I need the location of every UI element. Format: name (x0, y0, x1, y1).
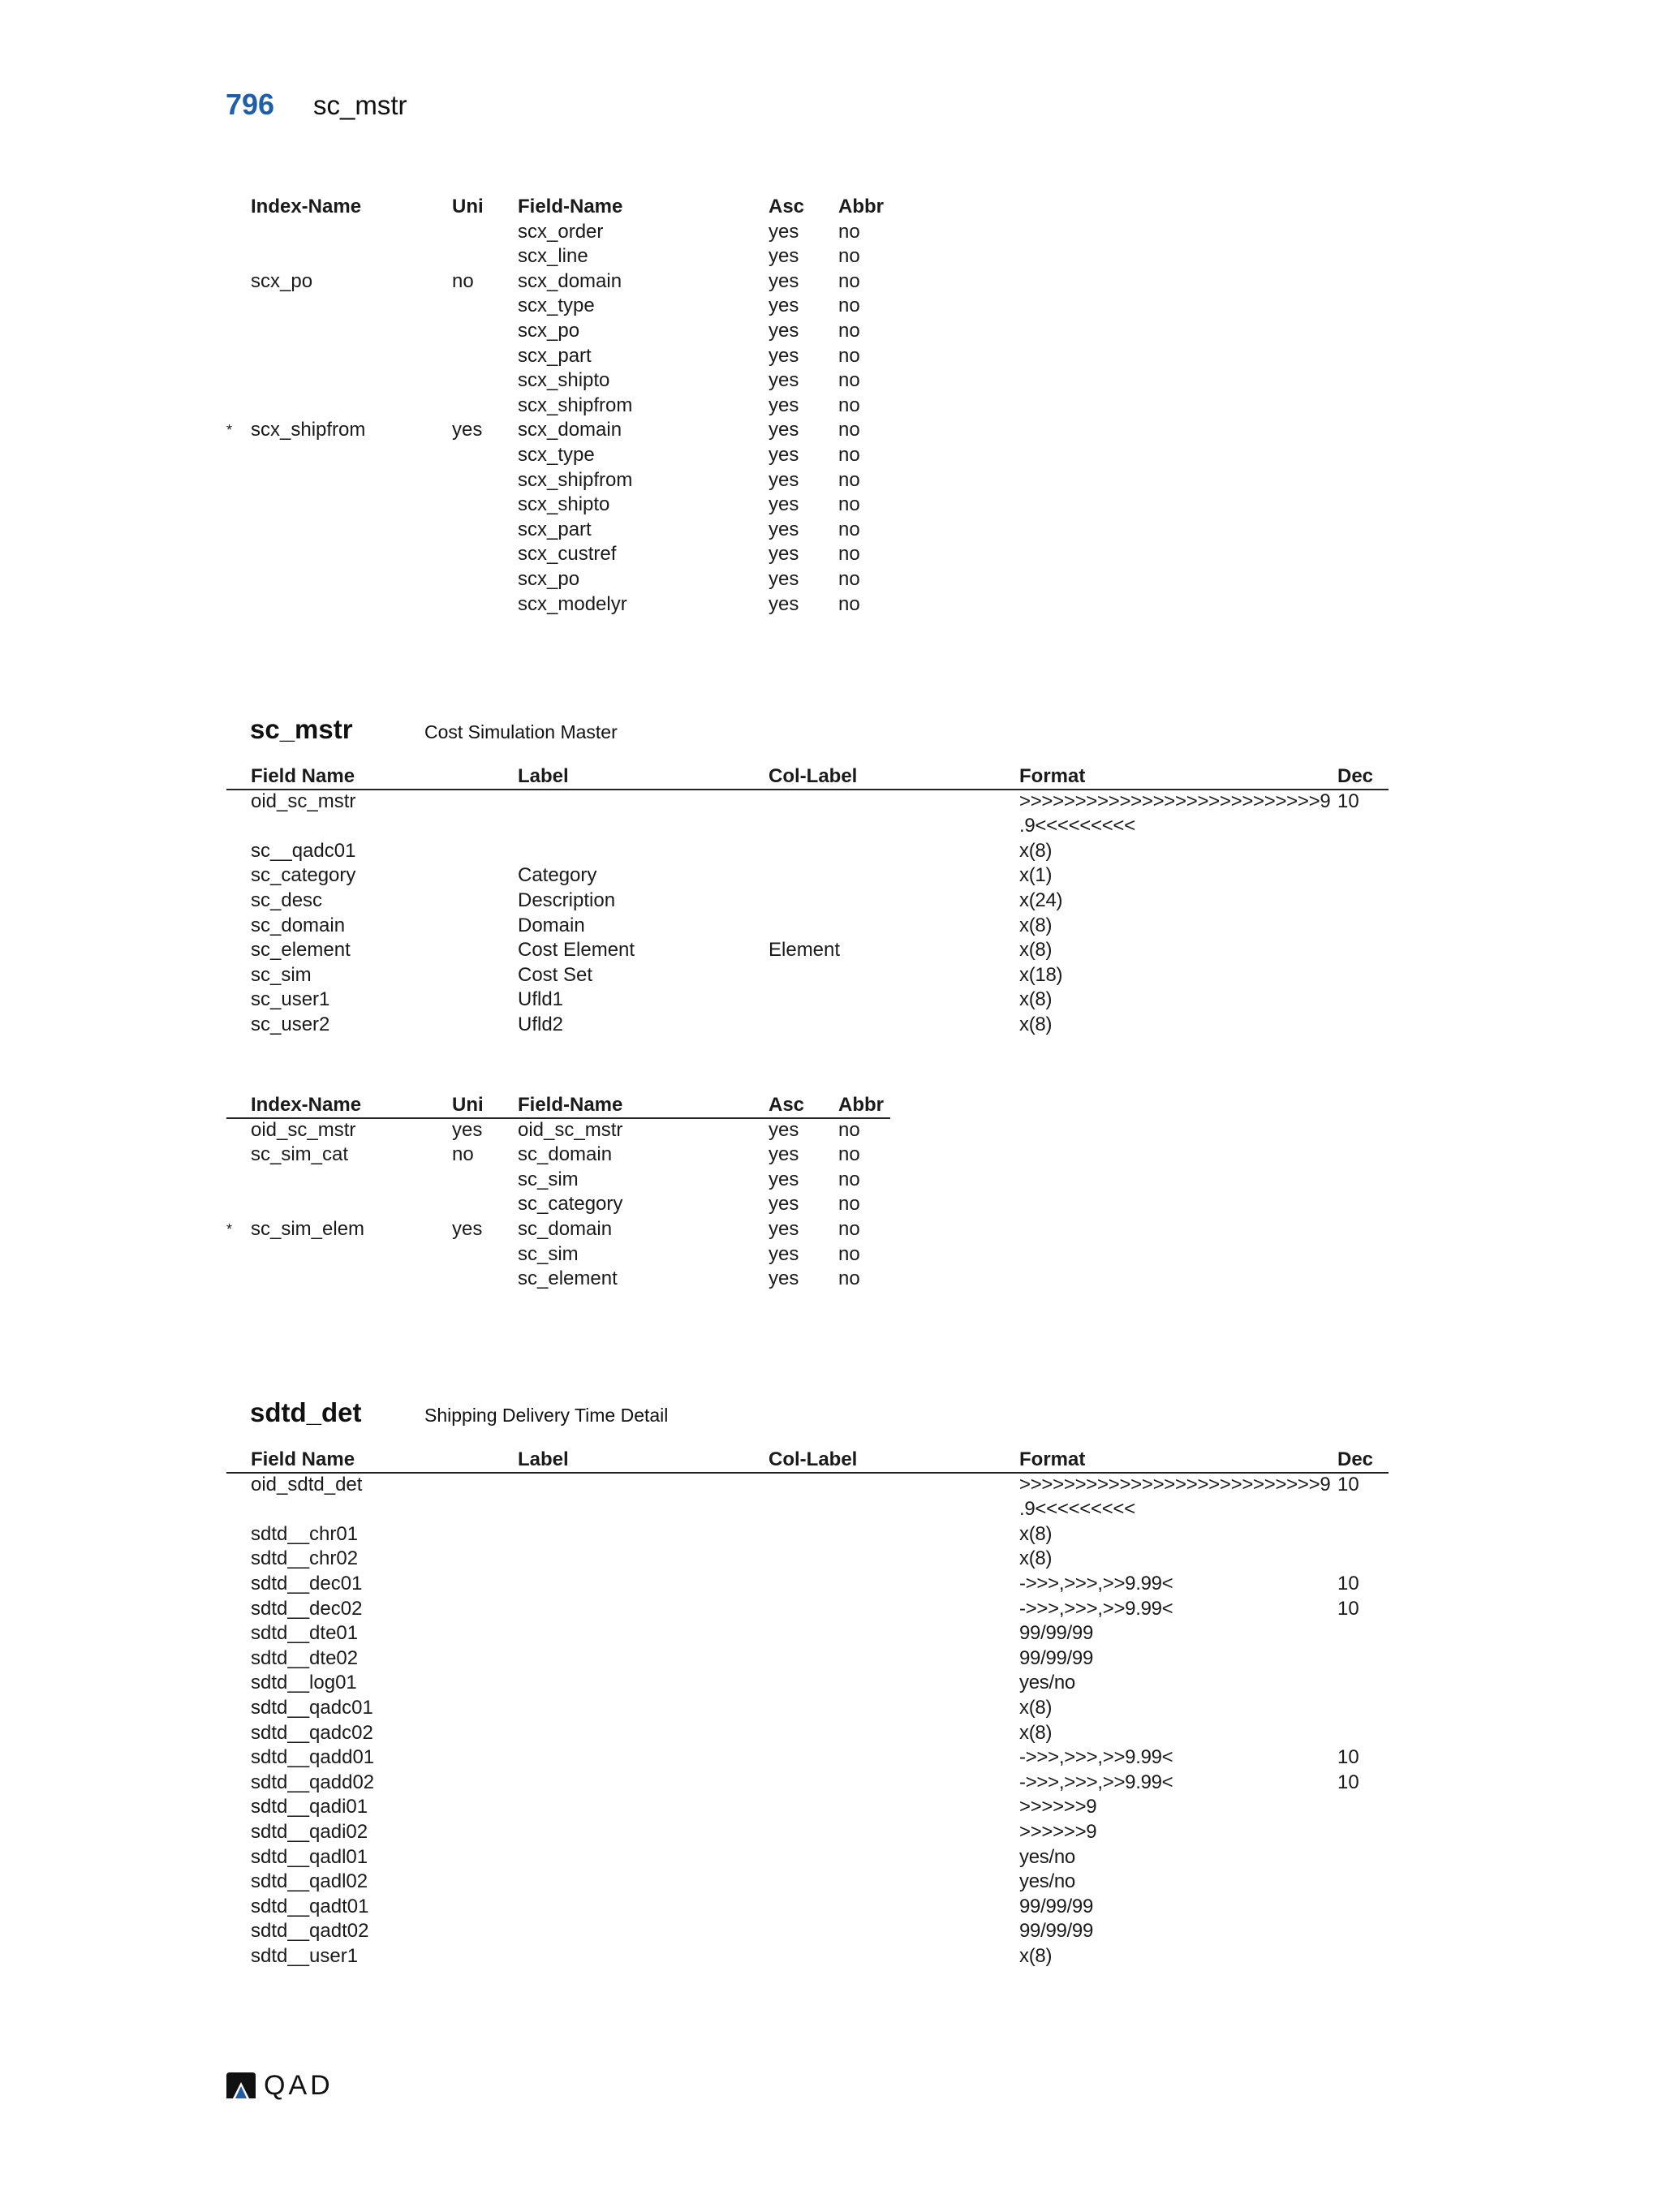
format-cell: x(8) (1019, 1944, 1053, 1967)
label-cell: Cost Element (518, 939, 635, 962)
qad-logo (225, 2071, 334, 2100)
abbr-cell: no (838, 1193, 860, 1216)
asc-cell: yes (769, 295, 799, 317)
header-format: Format (1019, 765, 1086, 787)
field-name-cell: scx_shipfrom (518, 468, 633, 491)
field-name-cell: scx_po (518, 319, 580, 342)
field-name-cell: scx_domain (518, 419, 622, 441)
field-name-cell: scx_domain (518, 269, 622, 292)
field-name-cell: sdtd__dte01 (251, 1622, 359, 1645)
uni-cell: yes (452, 1118, 483, 1141)
table-row (251, 839, 1387, 864)
header-index-name: Index-Name (251, 196, 362, 217)
dec-cell: 10 (1337, 1771, 1359, 1793)
table-row (251, 244, 900, 269)
table-title-sdtd-det: sdtd_det (250, 1397, 362, 1427)
field-name-cell: oid_sc_mstr (518, 1118, 623, 1141)
field-name-cell: scx_part (518, 344, 592, 367)
sc-mstr-field-table (251, 764, 1387, 1038)
dec-cell: 10 (1337, 1473, 1359, 1495)
field-name-cell: sdtd__dec02 (251, 1597, 363, 1620)
abbr-cell: no (838, 567, 860, 590)
format-cell: x(8) (1019, 988, 1053, 1011)
sc-mstr-index-table (226, 1093, 900, 1292)
table-row (251, 1192, 900, 1217)
table-row (251, 1118, 900, 1143)
table-row (251, 1597, 1387, 1622)
format-cell: x(18) (1019, 963, 1063, 986)
index-name-cell: scx_shipfrom (251, 419, 366, 441)
uni-cell: yes (452, 1217, 483, 1240)
field-name-cell: sdtd__qadd01 (251, 1746, 375, 1769)
primary-index-marker: * (226, 1220, 233, 1237)
index-name-cell: oid_sc_mstr (251, 1118, 356, 1141)
field-name-cell: scx_type (518, 295, 595, 317)
format-cell: x(8) (1019, 1013, 1053, 1035)
field-name-cell: sc_user2 (251, 1013, 330, 1035)
field-name-cell: sc_user1 (251, 988, 330, 1011)
asc-cell: yes (769, 518, 799, 540)
table-row (251, 938, 1387, 963)
asc-cell: yes (769, 1242, 799, 1265)
header-dec: Dec (1337, 765, 1374, 787)
field-name-cell: sdtd__qadd02 (251, 1771, 375, 1793)
header-uni: Uni (452, 1094, 484, 1116)
table-row (251, 988, 1387, 1013)
format-cell: x(8) (1019, 1547, 1053, 1570)
table-row (251, 1473, 1387, 1498)
header-col-label: Col-Label (769, 1448, 858, 1470)
field-name-cell: sc_domain (518, 1217, 613, 1240)
header-asc: Asc (769, 196, 805, 217)
table-row (251, 889, 1387, 914)
asc-cell: yes (769, 592, 799, 615)
field-name-cell: oid_sc_mstr (251, 790, 356, 812)
index-table-header (251, 1093, 900, 1118)
table-row (251, 567, 900, 592)
field-name-cell: sc_sim (518, 1168, 579, 1190)
qad-logo-text: QAD (264, 2069, 334, 2101)
label-cell: Cost Set (518, 963, 593, 986)
table-row (251, 1242, 900, 1267)
table-row (251, 1696, 1387, 1721)
abbr-cell: no (838, 245, 860, 268)
format-cell: x(8) (1019, 1522, 1053, 1545)
abbr-cell: no (838, 344, 860, 367)
abbr-cell: no (838, 493, 860, 516)
field-name-cell: sdtd__chr01 (251, 1522, 359, 1545)
field-name-cell: sc_domain (251, 914, 346, 936)
field-name-cell: sc_desc (251, 889, 323, 911)
header-asc: Asc (769, 1094, 805, 1116)
table-row (251, 394, 900, 419)
uni-cell: no (452, 1143, 474, 1166)
abbr-cell: no (838, 220, 860, 243)
asc-cell: yes (769, 468, 799, 491)
table-row (251, 1745, 1387, 1771)
format-cell: >>>>>>>>>>>>>>>>>>>>>>>>>>>9 (1019, 790, 1331, 812)
header-field-name: Field-Name (518, 196, 623, 217)
table-row (251, 1522, 1387, 1547)
format-cell: x(1) (1019, 864, 1053, 887)
table-row (251, 814, 1387, 839)
asc-cell: yes (769, 543, 799, 566)
asc-cell: yes (769, 1168, 799, 1190)
dec-cell: 10 (1337, 1597, 1359, 1620)
field-name-cell: sdtd__qadl01 (251, 1845, 368, 1868)
index-name-cell: sc_sim_cat (251, 1143, 349, 1166)
abbr-cell: no (838, 1118, 860, 1141)
header-abbr: Abbr (838, 1094, 884, 1116)
table-row (251, 1143, 900, 1168)
field-name-cell: scx_line (518, 245, 588, 268)
table-row (251, 319, 900, 344)
format-cell: ->>>,>>>,>>9.99< (1019, 1746, 1173, 1769)
field-name-cell: sc_category (251, 864, 356, 887)
table-row (251, 1820, 1387, 1845)
table-description-sdtd-det: Shipping Delivery Time Detail (424, 1405, 669, 1426)
field-name-cell: sdtd__user1 (251, 1944, 359, 1967)
asc-cell: yes (769, 1267, 799, 1290)
table-row (226, 1217, 900, 1242)
field-name-cell: sdtd__dte02 (251, 1646, 359, 1669)
format-cell: 99/99/99 (1019, 1895, 1094, 1917)
table-row (251, 914, 1387, 939)
page-title: sc_mstr (313, 90, 407, 120)
asc-cell: yes (769, 1118, 799, 1141)
table-row (251, 1919, 1387, 1944)
asc-cell: yes (769, 493, 799, 516)
format-cell: 99/99/99 (1019, 1920, 1094, 1943)
format-cell: 99/99/99 (1019, 1622, 1094, 1645)
dec-cell: 10 (1337, 1746, 1359, 1769)
table-row (251, 1944, 1387, 1969)
asc-cell: yes (769, 443, 799, 466)
asc-cell: yes (769, 419, 799, 441)
format-cell: x(24) (1019, 889, 1063, 911)
header-format: Format (1019, 1448, 1086, 1470)
field-name-cell: sdtd__qadl02 (251, 1870, 368, 1893)
field-name-cell: scx_custref (518, 543, 617, 566)
table-row (251, 790, 1387, 815)
table-row (251, 1771, 1387, 1796)
asc-cell: yes (769, 344, 799, 367)
table-row (251, 1547, 1387, 1572)
asc-cell: yes (769, 269, 799, 292)
page-number: 796 (226, 88, 275, 121)
abbr-cell: no (838, 295, 860, 317)
table-description-sc-mstr: Cost Simulation Master (424, 721, 618, 742)
field-name-cell: sdtd__qadi01 (251, 1796, 368, 1818)
field-name-cell: sdtd__qadi02 (251, 1820, 368, 1843)
field-table-header (251, 764, 1387, 790)
format-cell: ->>>,>>>,>>9.99< (1019, 1572, 1173, 1594)
table-row (251, 542, 900, 567)
table-row (251, 493, 900, 518)
scx-index-table (226, 195, 900, 617)
field-name-cell: sc_element (518, 1267, 618, 1290)
format-cell: ->>>,>>>,>>9.99< (1019, 1771, 1173, 1793)
table-row (251, 1013, 1387, 1038)
format-cell: yes/no (1019, 1845, 1075, 1868)
table-row (251, 1267, 900, 1292)
uni-cell: yes (452, 419, 483, 441)
asc-cell: yes (769, 394, 799, 416)
field-name-cell: sc_domain (518, 1143, 613, 1166)
format-cell: >>>>>>>>>>>>>>>>>>>>>>>>>>>9 (1019, 1473, 1331, 1495)
header-label: Label (518, 765, 569, 787)
field-name-cell: sc_category (518, 1193, 623, 1216)
abbr-cell: no (838, 1168, 860, 1190)
table-row (251, 1497, 1387, 1522)
field-name-cell: oid_sdtd_det (251, 1473, 363, 1495)
field-name-cell: sdtd__qadc02 (251, 1721, 373, 1744)
asc-cell: yes (769, 1217, 799, 1240)
col-label-cell: Element (769, 939, 841, 962)
field-name-cell: sdtd__log01 (251, 1672, 357, 1694)
table-row (226, 418, 900, 443)
abbr-cell: no (838, 419, 860, 441)
abbr-cell: no (838, 592, 860, 615)
header-dec: Dec (1337, 1448, 1374, 1470)
header-label: Label (518, 1448, 569, 1470)
format-cell: .9<<<<<<<<< (1019, 1498, 1135, 1521)
table-row (251, 1795, 1387, 1820)
abbr-cell: no (838, 269, 860, 292)
field-name-cell: sc_sim (251, 963, 312, 986)
field-name-cell: sdtd__chr02 (251, 1547, 359, 1570)
abbr-cell: no (838, 319, 860, 342)
dec-cell: 10 (1337, 790, 1359, 812)
table-row (251, 1870, 1387, 1895)
table-title-sc-mstr: sc_mstr (250, 714, 353, 744)
table-row (251, 269, 900, 295)
format-cell: >>>>>>9 (1019, 1820, 1097, 1843)
abbr-cell: no (838, 1217, 860, 1240)
table-row (251, 863, 1387, 889)
field-name-cell: sdtd__qadt02 (251, 1920, 369, 1943)
asc-cell: yes (769, 1193, 799, 1216)
label-cell: Domain (518, 914, 585, 936)
field-name-cell: sdtd__qadc01 (251, 1696, 373, 1719)
field-name-cell: scx_modelyr (518, 592, 627, 615)
header-col-label: Col-Label (769, 765, 858, 787)
format-cell: yes/no (1019, 1870, 1075, 1893)
format-cell: x(8) (1019, 1721, 1053, 1744)
table-row (251, 344, 900, 369)
field-name-cell: scx_po (518, 567, 580, 590)
sdtd-det-field-table (251, 1448, 1387, 1969)
field-name-cell: scx_shipto (518, 369, 610, 392)
field-name-cell: sc__qadc01 (251, 839, 356, 862)
index-name-cell: sc_sim_elem (251, 1217, 365, 1240)
field-name-cell: scx_shipfrom (518, 394, 633, 416)
asc-cell: yes (769, 319, 799, 342)
abbr-cell: no (838, 468, 860, 491)
header-field-name: Field-Name (518, 1094, 623, 1116)
format-cell: x(8) (1019, 839, 1053, 862)
table-row (251, 220, 900, 245)
table-row (251, 468, 900, 493)
abbr-cell: no (838, 518, 860, 540)
format-cell: yes/no (1019, 1672, 1075, 1694)
table-row (251, 963, 1387, 988)
table-row (251, 1895, 1387, 1920)
qad-logo-icon (225, 2071, 257, 2100)
abbr-cell: no (838, 1267, 860, 1290)
table-row (251, 1845, 1387, 1870)
abbr-cell: no (838, 1143, 860, 1166)
table-row (251, 1721, 1387, 1746)
table-row (251, 1646, 1387, 1672)
table-row (251, 518, 900, 543)
abbr-cell: no (838, 369, 860, 392)
index-name-cell: scx_po (251, 269, 313, 292)
label-cell: Ufld2 (518, 1013, 564, 1035)
field-name-cell: sc_element (251, 939, 351, 962)
field-name-cell: scx_shipto (518, 493, 610, 516)
table-row (251, 294, 900, 319)
field-name-cell: sdtd__dec01 (251, 1572, 363, 1594)
asc-cell: yes (769, 245, 799, 268)
field-table-header (251, 1448, 1387, 1473)
field-name-cell: sdtd__qadt01 (251, 1895, 369, 1917)
field-name-cell: sc_sim (518, 1242, 579, 1265)
asc-cell: yes (769, 369, 799, 392)
field-name-cell: scx_type (518, 443, 595, 466)
header-field-name: Field Name (251, 1448, 355, 1470)
label-cell: Category (518, 864, 597, 887)
label-cell: Ufld1 (518, 988, 564, 1011)
format-cell: x(8) (1019, 1696, 1053, 1719)
format-cell: >>>>>>9 (1019, 1796, 1097, 1818)
format-cell: .9<<<<<<<<< (1019, 815, 1135, 837)
abbr-cell: no (838, 443, 860, 466)
abbr-cell: no (838, 1242, 860, 1265)
asc-cell: yes (769, 220, 799, 243)
header-field-name: Field Name (251, 765, 355, 787)
format-cell: 99/99/99 (1019, 1646, 1094, 1669)
uni-cell: no (452, 269, 474, 292)
asc-cell: yes (769, 1143, 799, 1166)
table-row (251, 592, 900, 618)
format-cell: ->>>,>>>,>>9.99< (1019, 1597, 1173, 1620)
table-row (251, 1671, 1387, 1696)
header-abbr: Abbr (838, 196, 884, 217)
header-index-name: Index-Name (251, 1094, 362, 1116)
table-row (251, 1168, 900, 1193)
header-uni: Uni (452, 196, 484, 217)
field-name-cell: scx_order (518, 220, 604, 243)
abbr-cell: no (838, 394, 860, 416)
table-row (251, 368, 900, 394)
index-table-header (251, 195, 900, 220)
asc-cell: yes (769, 567, 799, 590)
format-cell: x(8) (1019, 939, 1053, 962)
label-cell: Description (518, 889, 616, 911)
table-row (251, 443, 900, 468)
primary-index-marker: * (226, 422, 233, 439)
dec-cell: 10 (1337, 1572, 1359, 1594)
table-row (251, 1572, 1387, 1597)
table-row (251, 1621, 1387, 1646)
format-cell: x(8) (1019, 914, 1053, 936)
field-name-cell: scx_part (518, 518, 592, 540)
abbr-cell: no (838, 543, 860, 566)
